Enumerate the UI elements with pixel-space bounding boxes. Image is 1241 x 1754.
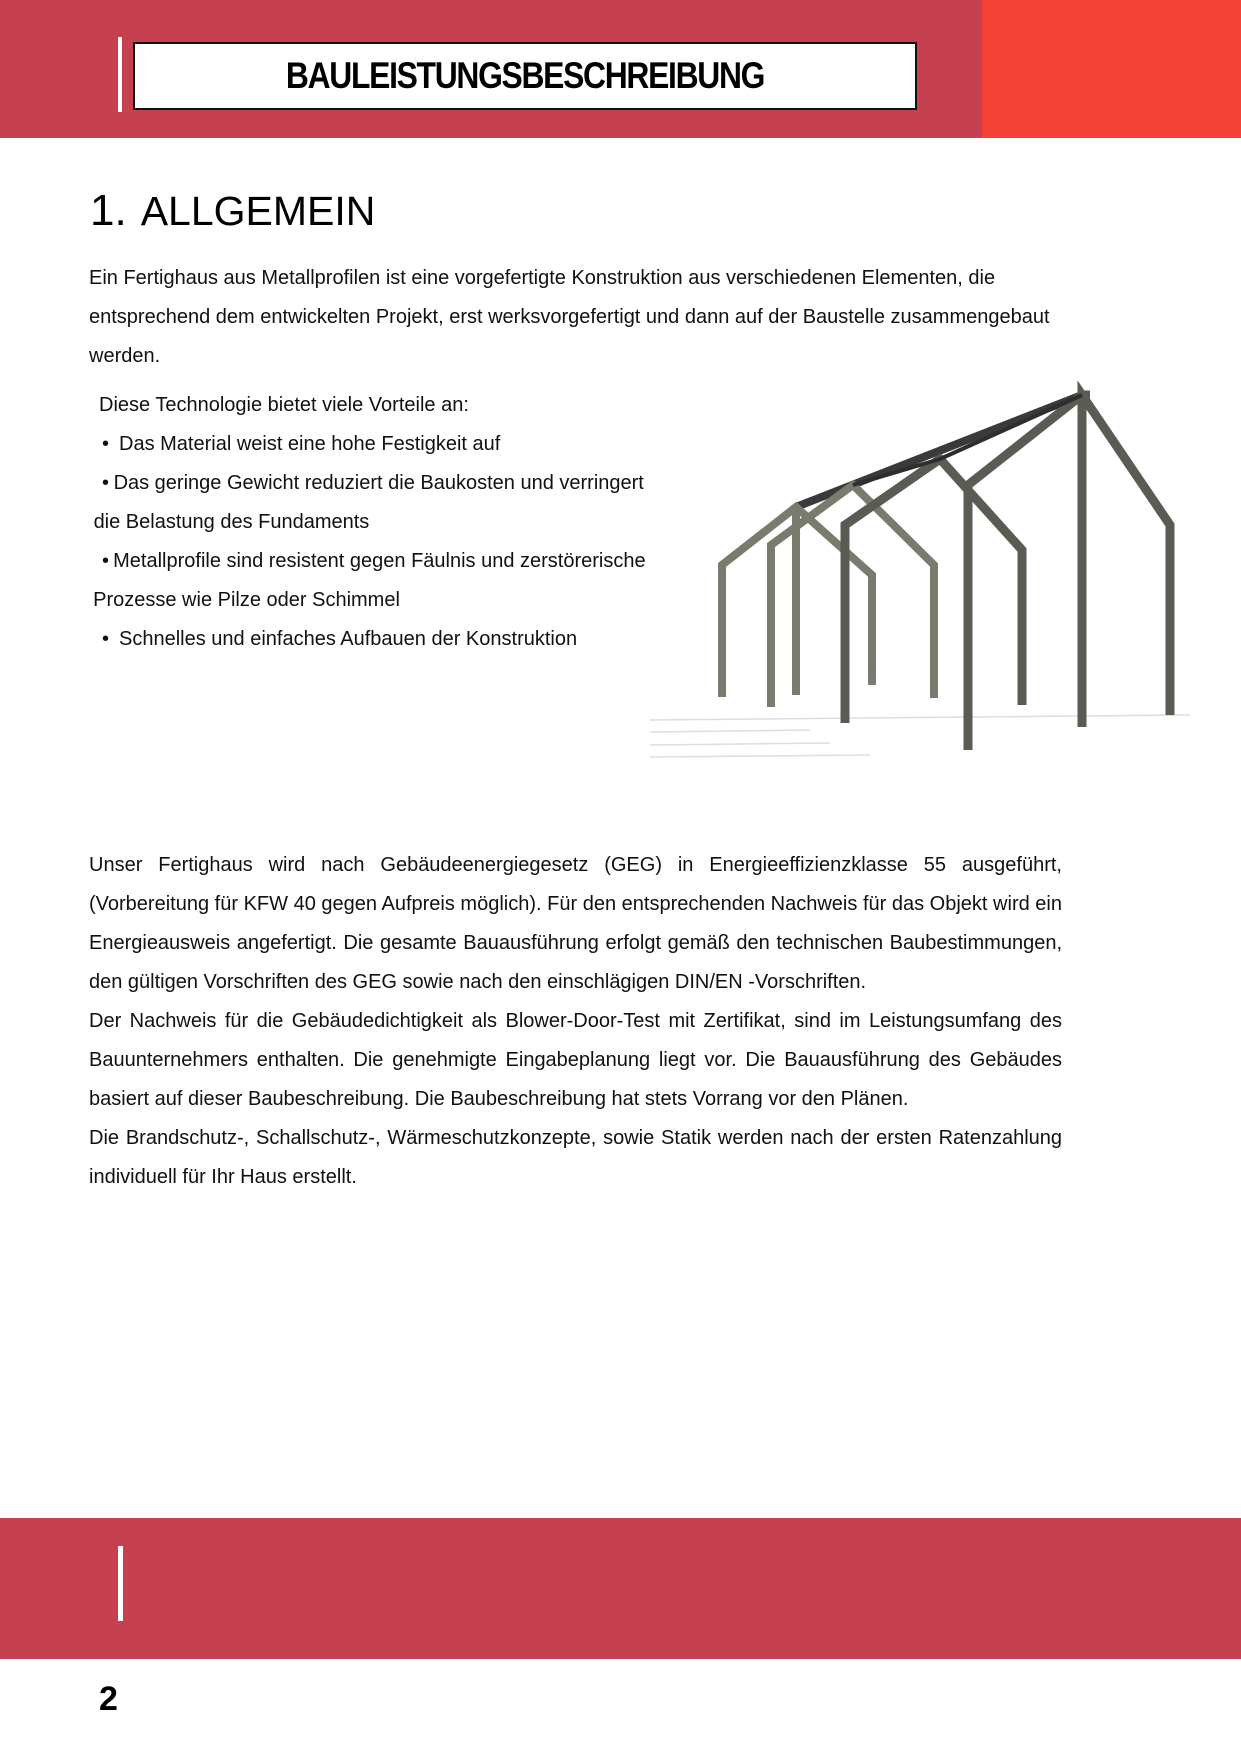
list-item [99,425,659,464]
section-heading [90,186,375,236]
bullet-icon: • [102,628,110,650]
section-number: 1. [90,186,127,235]
header-divider-bar [118,37,122,112]
document-title-box [133,42,917,110]
list-item-text: Das Material weist eine hohe Festigkeit auf [119,433,501,455]
bullet-icon: • [102,550,110,572]
body-paragraph: Die Brandschutz-, Schallschutz-, Wärmeschutzkonzepte, sowie Statik werden nach der ersten Ratenzahlung individuell für Ihr Haus erstellt. [89,1127,1062,1188]
list-item-text: Metallprofile sind resistent gegen Fäulnis und zerstörerische Prozesse wie Pilze oder Schimmel [93,550,646,611]
body-paragraph: Unser Fertighaus wird nach Gebäudeenergiegesetz (GEG) in Energieeffizienzklasse 55 ausgeführt, (Vorbereitung für KFW 40 gegen Aufpreis möglich). Für den entsprechenden Nachweis für das Objekt wird ein Energieausweis angefertigt. Die gesamte Bauausführung erfolgt gemäß den technischen Baubestimmungen, den gültigen Vorschriften des GEG sowie nach den einschlägigen DIN/EN -Vorschriften. [89,854,1062,993]
body-text [89,846,1062,1197]
list-item-text: Das geringe Gewicht reduziert die Baukosten und verringert die Belastung des Fundaments [93,472,644,533]
list-item [93,542,659,620]
body-paragraph: Der Nachweis für die Gebäudedichtigkeit als Blower-Door-Test mit Zertifikat, sind im Leistungsumfang des Bauunternehmers enthalten. Die genehmigte Eingabeplanung liegt vor. Die Bauausführung des Gebäudes basiert auf dieser Baubeschreibung. Die Baubeschreibung hat stets Vorrang vor den Plänen. [89,1010,1062,1110]
house-frame-icon [650,375,1190,775]
list-item-text: Schnelles und einfaches Aufbauen der Konstruktion [119,628,578,650]
bullet-icon: • [102,433,110,455]
bullet-icon: • [102,472,110,494]
footer-divider-bar [118,1546,123,1621]
steel-frame-illustration [650,375,1190,775]
header-accent-block [982,0,1241,138]
document-title: BAULEISTUNGSBESCHREIBUNG [285,55,765,96]
advantages-lead: Diese Technologie bietet viele Vorteile an: [99,394,469,416]
advantages-list [93,386,659,659]
intro-paragraph: Ein Fertighaus aus Metallprofilen ist eine vorgefertigte Konstruktion aus verschiedenen Elementen, die entsprechend dem entwickelten Projekt, erst werksvorgefertigt und dann auf der Baustelle zusammengebaut werden. [89,267,1050,367]
footer-band [0,1518,1241,1659]
list-item [93,464,659,542]
section-title: ALLGEMEIN [140,188,376,234]
list-item [99,620,659,659]
page-number: 2 [99,1680,118,1718]
